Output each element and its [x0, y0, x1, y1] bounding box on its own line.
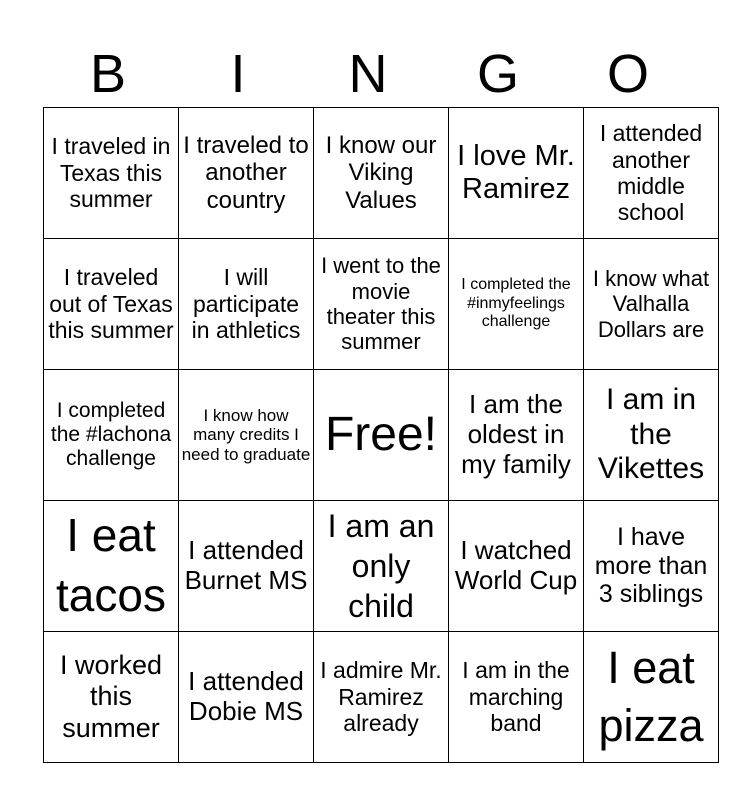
cell-text: I am an only child [327, 508, 435, 624]
cell-text: I am the oldest in my family [461, 389, 571, 479]
bingo-row [44, 370, 719, 501]
bingo-cell[interactable] [449, 632, 584, 763]
cell-text: I know what Valhalla Dollars are [592, 266, 710, 342]
bingo-cell[interactable] [449, 239, 584, 370]
header-letter-i: I [230, 44, 246, 104]
cell-text: I watched World Cup [454, 535, 578, 595]
cell-text: I attended Burnet MS [184, 535, 308, 595]
cell-text: I attended another middle school [599, 120, 703, 226]
header-letter-g: G [476, 44, 519, 104]
bingo-cell[interactable] [44, 632, 179, 763]
bingo-cell[interactable] [584, 239, 719, 370]
cell-text: I attended Dobie MS [188, 666, 304, 726]
cell-text: I traveled to another country [183, 131, 309, 214]
cell-text: I eat pizza [598, 641, 704, 751]
cell-text: I have more than 3 siblings [594, 522, 708, 609]
bingo-cell-free[interactable] [314, 370, 449, 501]
cell-text: I worked this summer [59, 650, 163, 743]
cell-text: I traveled in Texas this summer [51, 133, 171, 213]
cell-text: I completed the #lachona challenge [50, 398, 172, 471]
bingo-cell[interactable] [449, 108, 584, 239]
bingo-row [44, 239, 719, 370]
cell-text: I admire Mr. Ramirez already [320, 657, 442, 737]
bingo-cell[interactable] [449, 370, 584, 501]
bingo-cell[interactable] [44, 370, 179, 501]
cell-text: I traveled out of Texas this summer [48, 264, 174, 344]
bingo-row [44, 108, 719, 239]
cell-text: I eat tacos [56, 509, 166, 621]
bingo-cell[interactable] [179, 501, 314, 632]
bingo-row [44, 632, 719, 763]
bingo-cell[interactable] [314, 632, 449, 763]
header-letter-n: N [348, 44, 388, 104]
bingo-cell[interactable] [44, 501, 179, 632]
free-space-label: Free! [324, 408, 438, 462]
bingo-cell[interactable] [179, 239, 314, 370]
cell-text: I know how many credits I need to graduate [181, 405, 311, 464]
bingo-row [44, 501, 719, 632]
bingo-cell[interactable] [584, 108, 719, 239]
bingo-cell[interactable] [44, 108, 179, 239]
cell-text: I know our Viking Values [325, 131, 437, 214]
cell-text: I went to the movie theater this summer [321, 253, 441, 355]
bingo-card [43, 107, 719, 763]
bingo-cell[interactable] [584, 501, 719, 632]
bingo-cell[interactable] [179, 108, 314, 239]
bingo-cell[interactable] [584, 370, 719, 501]
bingo-cell[interactable] [449, 501, 584, 632]
bingo-cell[interactable] [314, 501, 449, 632]
bingo-cell[interactable] [179, 632, 314, 763]
cell-text: I will participate in athletics [191, 264, 301, 344]
header-letter-b: B [89, 44, 127, 104]
bingo-cell[interactable] [44, 239, 179, 370]
cell-text: I am in the Vikettes [597, 383, 705, 486]
bingo-header [43, 44, 693, 104]
header-letter-o: O [606, 44, 649, 104]
cell-text: I completed the #inmyfeelings challenge [461, 276, 571, 331]
bingo-cell[interactable] [314, 239, 449, 370]
bingo-cell[interactable] [584, 632, 719, 763]
bingo-cell[interactable] [179, 370, 314, 501]
cell-text: I love Mr. Ramirez [457, 139, 575, 205]
cell-text: I am in the marching band [462, 657, 570, 737]
bingo-cell[interactable] [314, 108, 449, 239]
